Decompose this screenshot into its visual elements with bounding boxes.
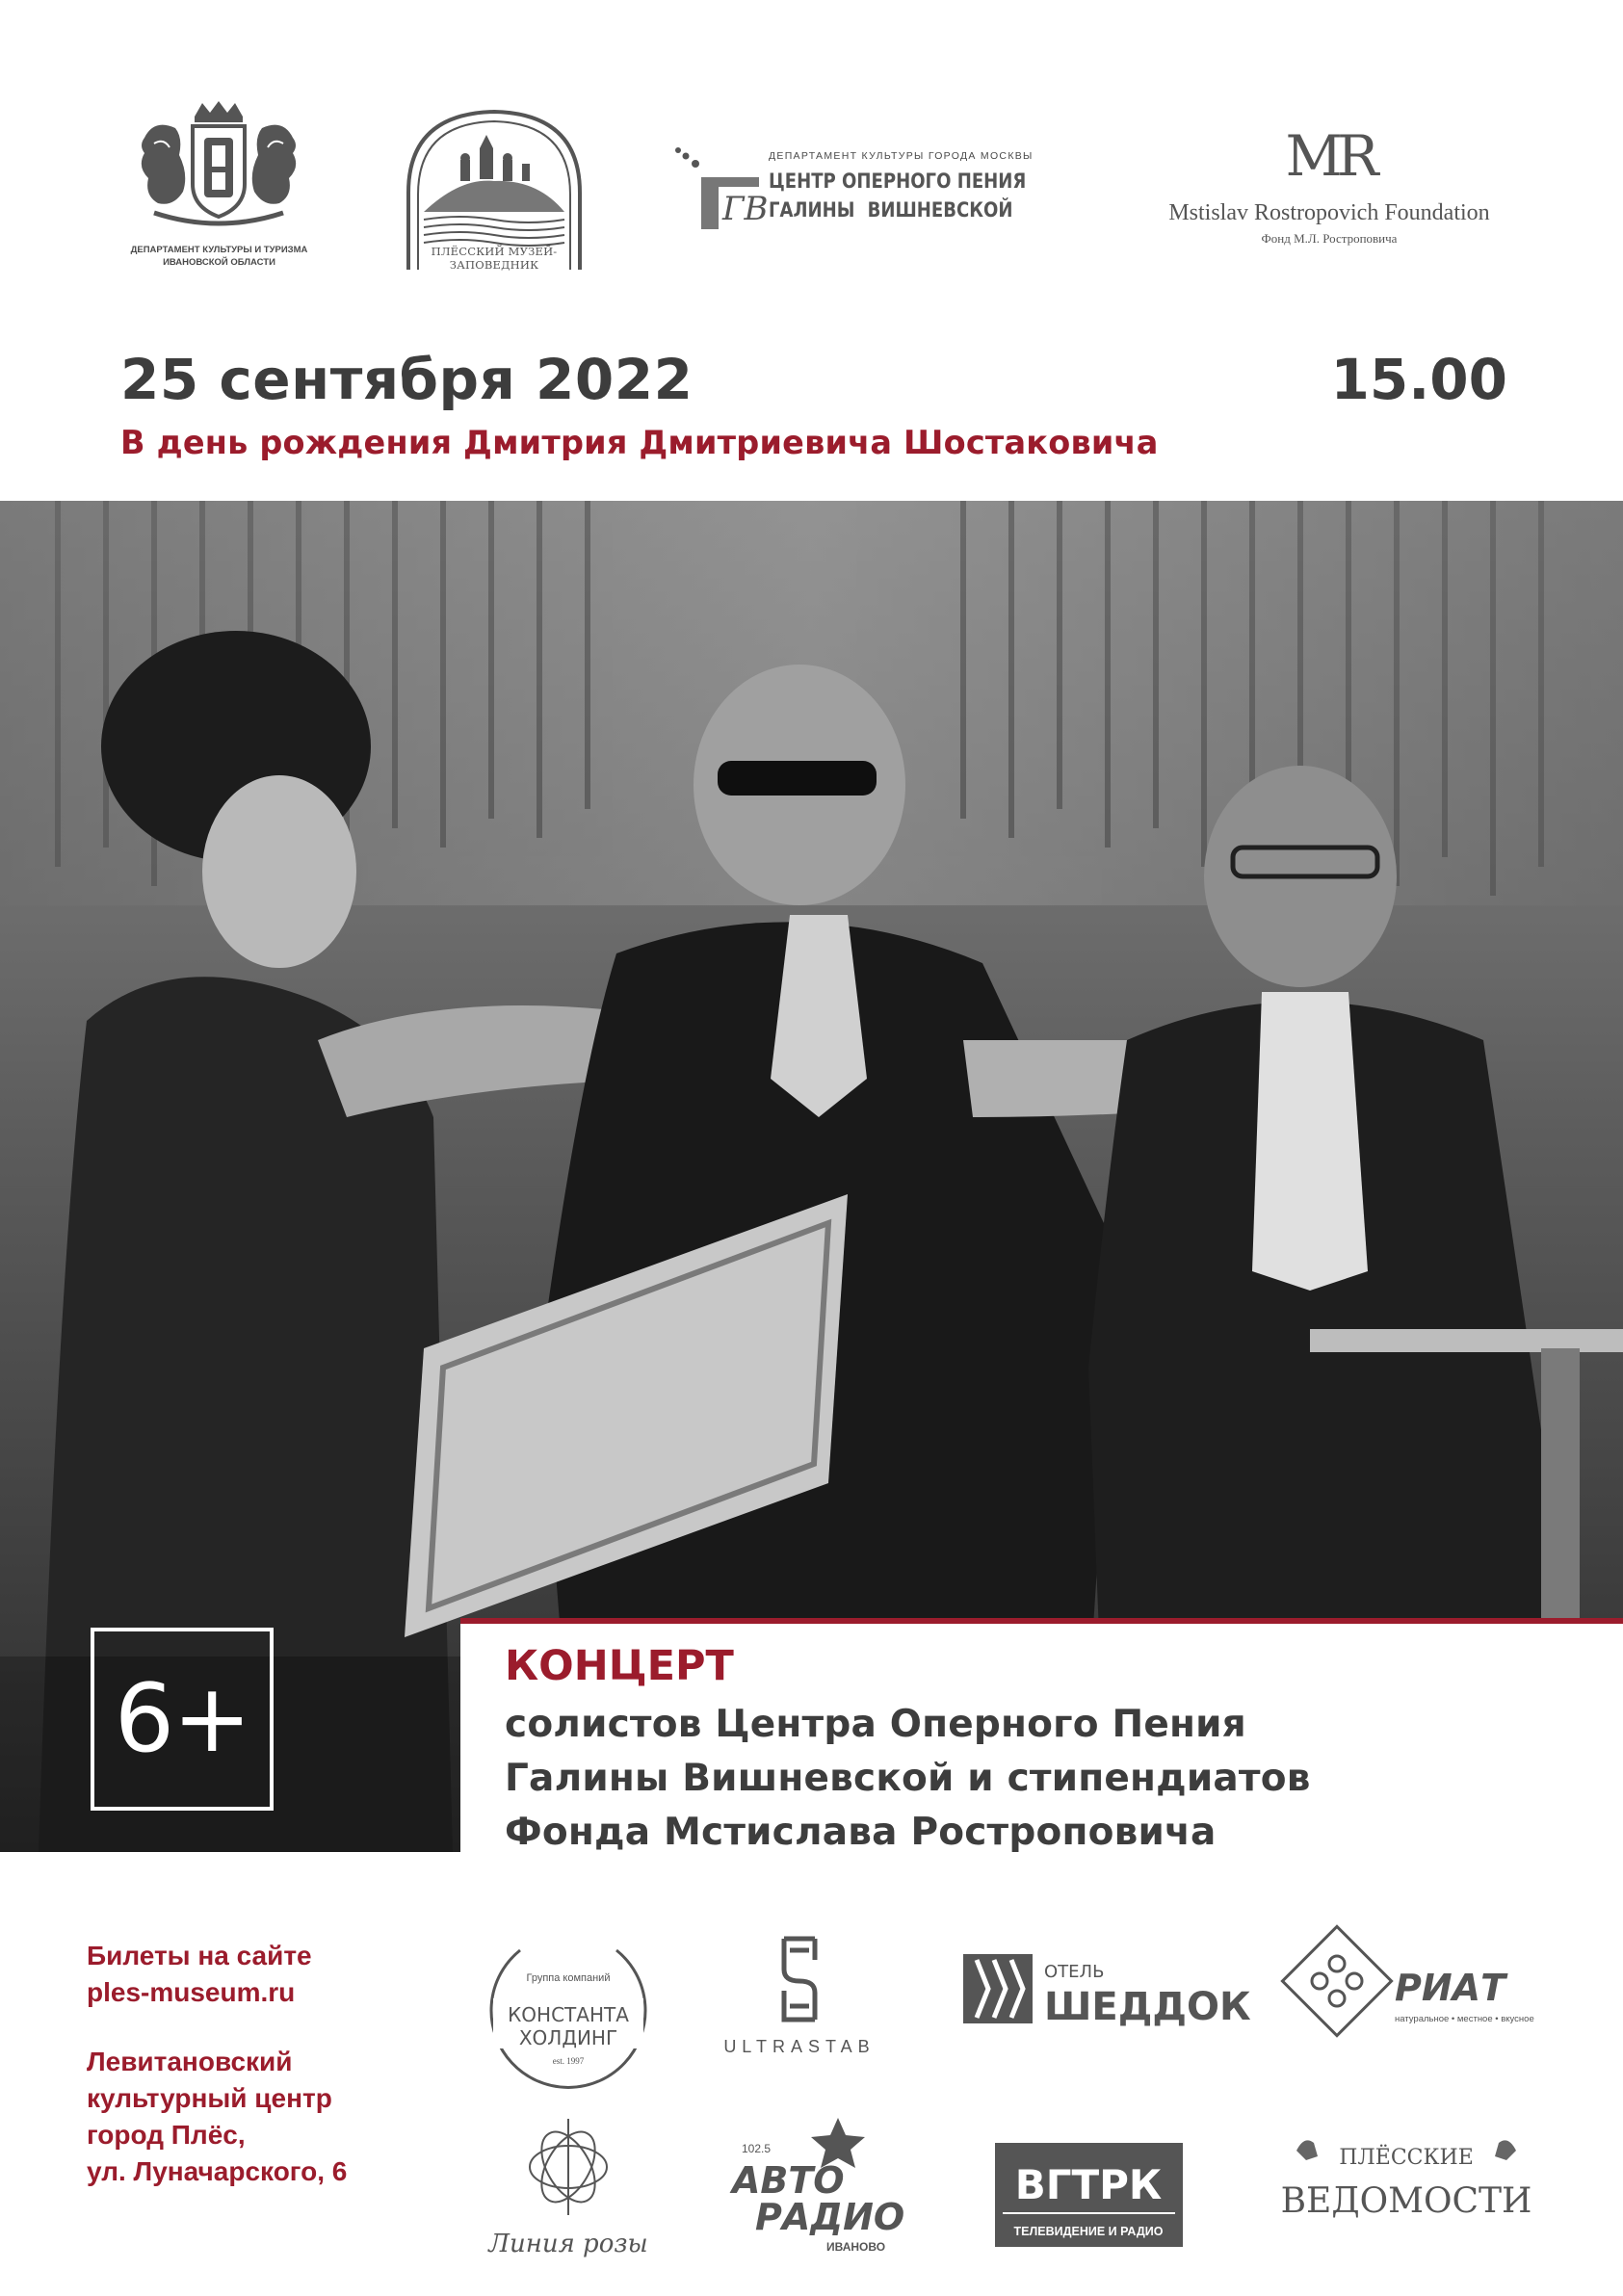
venue-line-3: город Плёс, bbox=[87, 2120, 246, 2150]
event-date: 25 сентября 2022 bbox=[120, 347, 694, 412]
liniya-rozy-logo bbox=[472, 2100, 665, 2263]
concert-line-3: Фонда Мстислава Ростроповича bbox=[505, 1811, 1217, 1854]
ivanovo-culture-department-logo bbox=[116, 99, 323, 269]
concert-title: КОНЦЕРТ bbox=[505, 1642, 734, 1690]
venue-line-1: Левитановский bbox=[87, 2047, 293, 2076]
opera-name-line-1: ЦЕНТР ОПЕРНОГО ПЕНИЯ bbox=[769, 170, 1027, 193]
avtoradio-logo bbox=[722, 2114, 905, 2258]
svg-text:ШЕДДОК: ШЕДДОК bbox=[1044, 1985, 1251, 2029]
svg-text:АВТО: АВТО bbox=[732, 2159, 845, 2202]
rostropovich-foundation-name: Mstislav Rostropovich Foundation bbox=[1168, 200, 1490, 225]
svg-text:ТЕЛЕВИДЕНИЕ И РАДИО: ТЕЛЕВИДЕНИЕ И РАДИО bbox=[1013, 2225, 1164, 2238]
svg-text:Линия розы: Линия розы bbox=[488, 2230, 648, 2258]
svg-text:102.5: 102.5 bbox=[742, 2142, 772, 2155]
ples-museum-logo bbox=[403, 106, 586, 274]
venue-line-4: ул. Луначарского, 6 bbox=[87, 2156, 348, 2186]
coat-of-arms-icon bbox=[116, 99, 323, 244]
ultrastab-logo bbox=[694, 1931, 905, 2056]
svg-text:РАДИО: РАДИО bbox=[755, 2196, 905, 2238]
opera-name-line-2: ГАЛИНЫ ВИШНЕВСКОЙ bbox=[769, 198, 1013, 222]
svg-text:ОТЕЛЬ: ОТЕЛЬ bbox=[1044, 1962, 1105, 1982]
svg-text:РИАТ: РИАТ bbox=[1395, 1967, 1505, 2009]
svg-text:ГВ: ГВ bbox=[722, 190, 769, 228]
mr-monogram: MR bbox=[1285, 123, 1374, 189]
svg-text:est. 1997: est. 1997 bbox=[552, 2056, 585, 2066]
svg-text:Группа компаний: Группа компаний bbox=[526, 1972, 611, 1984]
svg-text:КОНСТАНТА: КОНСТАНТА bbox=[508, 2003, 629, 2026]
hotel-sheddok-logo bbox=[963, 1950, 1251, 2029]
riat-logo bbox=[1271, 1931, 1534, 2047]
svg-text:ХОЛДИНГ: ХОЛДИНГ bbox=[518, 2026, 618, 2049]
vishnevskaya-opera-center-logo bbox=[672, 143, 1067, 239]
vgtrk-logo bbox=[995, 2143, 1183, 2247]
svg-text:ULTRASTAB: ULTRASTAB bbox=[723, 2037, 876, 2056]
svg-text:ПЛЁССКИЕ: ПЛЁССКИЕ bbox=[1339, 2146, 1474, 2170]
rostropovich-foundation-subtitle: Фонд М.Л. Ростроповича bbox=[1261, 231, 1398, 246]
ivanovo-dept-caption-2: ИВАНОВСКОЙ ОБЛАСТИ bbox=[163, 257, 275, 268]
venue-line-2: культурный центр bbox=[87, 2083, 332, 2113]
event-time: 15.00 bbox=[1330, 347, 1507, 412]
tickets-label: Билеты на сайте bbox=[87, 1941, 312, 1970]
svg-text:ИВАНОВО: ИВАНОВО bbox=[826, 2240, 886, 2254]
age-rating-text: 6+ bbox=[114, 1664, 250, 1774]
svg-text:натуральное • местное • вкусно: натуральное • местное • вкусное bbox=[1395, 2014, 1534, 2024]
rostropovich-foundation-logo bbox=[1137, 125, 1522, 250]
plesskie-vedomosti-logo bbox=[1280, 2124, 1532, 2230]
age-rating-badge bbox=[91, 1628, 274, 1811]
concert-line-1: солистов Центра Оперного Пения bbox=[505, 1703, 1246, 1746]
svg-text:ВЕДОМОСТИ: ВЕДОМОСТИ bbox=[1280, 2181, 1532, 2221]
ples-museum-caption: ПЛЁССКИЙ МУЗЕЙ-ЗАПОВЕДНИК bbox=[431, 245, 558, 272]
opera-monogram-icon bbox=[672, 143, 769, 234]
opera-dept-caption: ДЕПАРТАМЕНТ КУЛЬТУРЫ ГОРОДА МОСКВЫ bbox=[769, 150, 1034, 162]
event-dedication: В день рождения Дмитрия Дмитриевича Шостаковича bbox=[120, 424, 1159, 461]
konstanta-holding-logo bbox=[482, 1931, 655, 2104]
concert-line-2: Галины Вишневской и стипендиатов bbox=[505, 1757, 1311, 1800]
tickets-website-link[interactable]: ples-museum.ru bbox=[87, 1977, 296, 2007]
svg-text:ВГТРК: ВГТРК bbox=[1014, 2161, 1163, 2208]
ivanovo-dept-caption-1: ДЕПАРТАМЕНТ КУЛЬТУРЫ И ТУРИЗМА bbox=[130, 245, 308, 255]
